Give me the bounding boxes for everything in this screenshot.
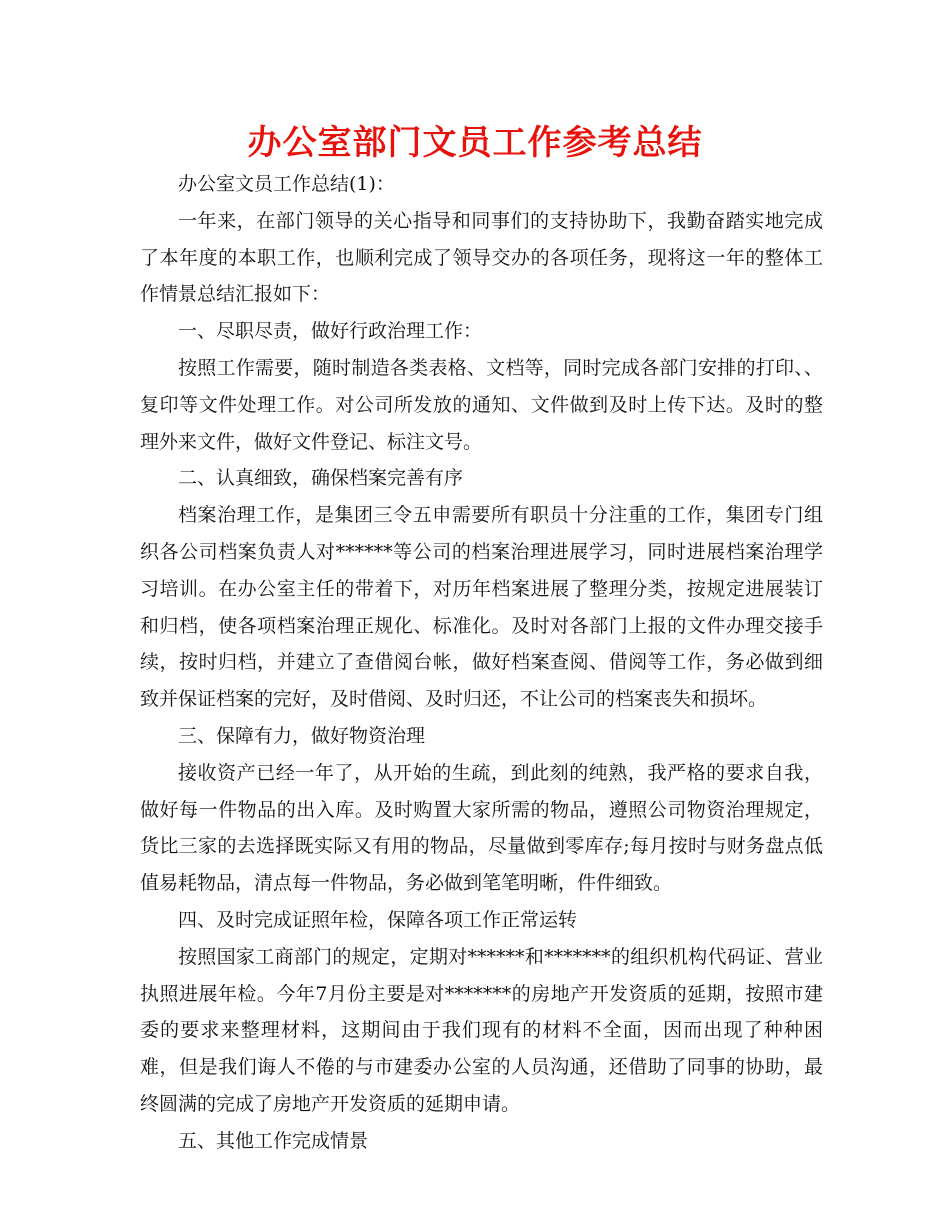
section-heading-5: 五、其他工作完成情景 <box>178 1129 369 1152</box>
section-heading-4: 四、及时完成证照年检，保障各项工作正常运转 <box>178 908 578 931</box>
paragraph-intro: 一年来，在部门领导的关心指导和同事们的支持协助下，我勤奋踏实地完成了本年度的本职工作，也顺利完成了领导交办的各项任务，现将这一年的整体工作情景总结汇报如下： <box>140 209 823 306</box>
document-title: 办公室部门文员工作参考总结 <box>247 123 703 163</box>
document-body <box>140 166 823 1160</box>
section-heading-1: 一、尽职尽责，做好行政治理工作： <box>178 320 483 343</box>
paragraph-section-3: 接收资产已经一年了，从开始的生疏，到此刻的纯熟，我严格的要求自我，做好每一件物品的出入库。及时购置大家所需的物品，遵照公司物资治理规定，货比三家的去选择既实际又有用的物品，尽量做到零库存;每月按时与财务盘点低值易耗物品，清点每一件物品，务必做到笔笔明晰，件件细致。 <box>140 761 823 895</box>
paragraph-heading-summary-1: 办公室文员工作总结(1)： <box>178 173 395 195</box>
section-heading-3: 三、保障有力，做好物资治理 <box>178 724 426 747</box>
paragraph-section-1: 按照工作需要，随时制造各类表格、文档等，同时完成各部门安排的打印、、复印等文件处理工作。对公司所发放的通知、文件做到及时上传下达。及时的整理外来文件，做好文件登记、标注文号。 <box>140 356 823 453</box>
paragraph-section-2: 档案治理工作，是集团三令五申需要所有职员十分注重的工作，集团专门组织各公司档案负责人对******等公司的档案治理进展学习，同时进展档案治理学习培训。在办公室主任的带着下，对历年档案进展了整理分类，按规定进展装订和归档，使各项档案治理正规化、标准化。及时对各部门上报的文件办理交接手续，按时归档，并建立了查借阅台帐，做好档案查阅、借阅等工作，务必做到细致并保证档案的完好，及时借阅、及时归还，不让公司的档案丧失和损坏。 <box>140 504 823 711</box>
paragraph-section-4: 按照国家工商部门的规定，定期对******和*******的组织机构代码证、营业执照进展年检。今年7月份主要是对*******的房地产开发资质的延期，按照市建委的要求来整理材料，这期间由于我们现有的材料不全面，因而出现了种种困难，但是我们诲人不倦的与市建委办公室的人员沟通，还借助了同事的协助，最终圆满的完成了房地产开发资质的延期申请。 <box>140 945 823 1115</box>
section-heading-2: 二、认真细致，确保档案完善有序 <box>178 467 464 490</box>
